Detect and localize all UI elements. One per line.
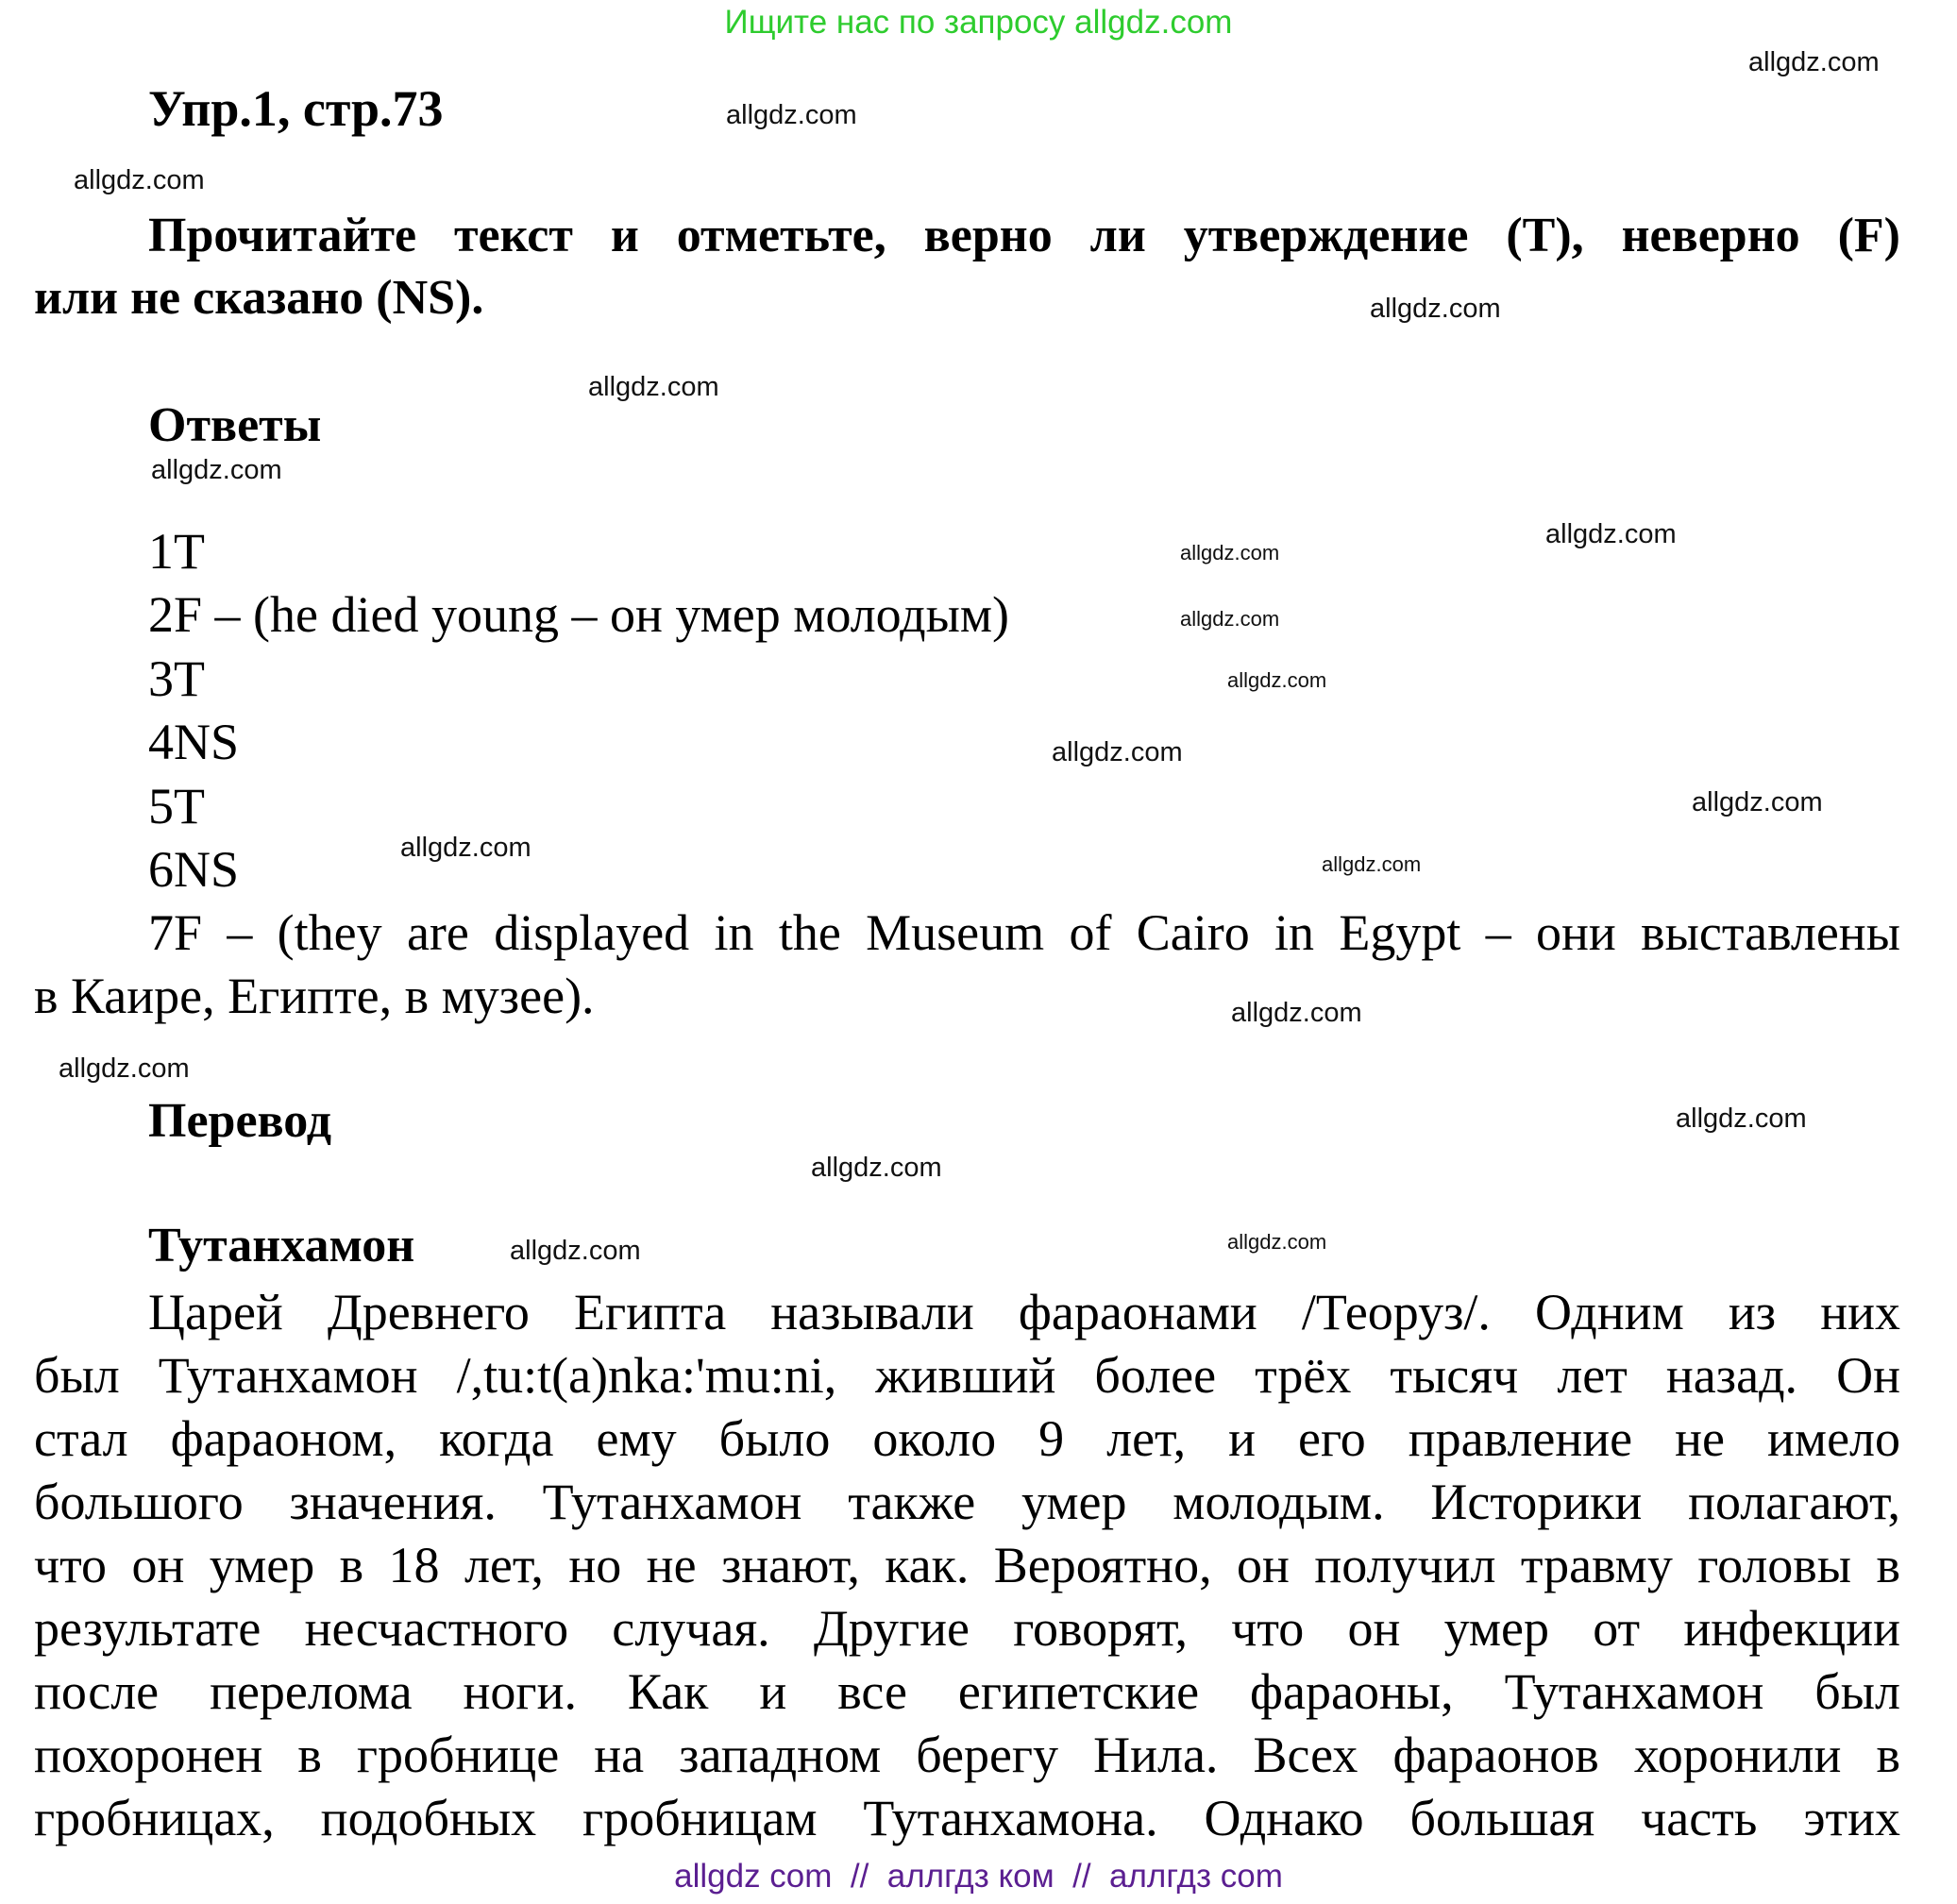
- footer-links[interactable]: allgdz com // аллгдз ком // аллгдз com: [674, 1858, 1283, 1895]
- paragraph-line: был Тутанхамон /,tu:t(a)nka:'mu:ni, живший более трёх тысяч лет назад. Он: [34, 1347, 1900, 1404]
- paragraph-line: большого значения. Тутанхамон также умер молодым. Историки полагают,: [34, 1474, 1900, 1530]
- paragraph-line: гробницах, подобных гробницам Тутанхамона. Однако большая часть этих: [34, 1790, 1900, 1846]
- answer-item: 1T: [148, 523, 205, 580]
- watermark: allgdz.com: [1370, 294, 1501, 324]
- answer-item: 7F – (they are displayed in the Museum of Cairo in Egypt – они выставлены: [148, 904, 1900, 961]
- watermark: allgdz.com: [1231, 998, 1362, 1028]
- watermark: allgdz.com: [1748, 47, 1880, 77]
- watermark: allgdz.com: [400, 833, 531, 863]
- paragraph-line: после перелома ноги. Как и все египетские фараоны, Тутанхамон был: [34, 1663, 1900, 1720]
- watermark: allgdz.com: [1545, 519, 1677, 549]
- watermark: allgdz.com: [726, 100, 857, 130]
- watermark: allgdz.com: [811, 1153, 942, 1183]
- search-banner[interactable]: Ищите нас по запросу allgdz.com: [724, 4, 1233, 41]
- watermark: allgdz.com: [510, 1236, 641, 1266]
- watermark: allgdz.com: [1322, 852, 1422, 876]
- watermark: allgdz.com: [1180, 541, 1280, 564]
- watermark: allgdz.com: [74, 165, 205, 195]
- watermark: allgdz.com: [1676, 1104, 1807, 1134]
- answer-item: в Каире, Египте, в музее).: [34, 968, 595, 1024]
- answers-heading: Ответы: [148, 398, 322, 452]
- instruction-line: или не сказано (NS).: [34, 271, 484, 325]
- paragraph-line: похоронен в гробнице на западном берегу Нила. Всех фараонов хоронили в: [34, 1727, 1900, 1783]
- watermark: allgdz.com: [1180, 607, 1280, 631]
- answer-item: 5T: [148, 778, 205, 834]
- translation-heading: Перевод: [148, 1094, 332, 1148]
- watermark: allgdz.com: [1227, 668, 1327, 692]
- instruction-line: Прочитайте текст и отметьте, верно ли утверждение (T), неверно (F): [148, 209, 1900, 262]
- watermark: allgdz.com: [588, 372, 719, 402]
- watermark: allgdz.com: [1227, 1230, 1327, 1254]
- exercise-title: Упр.1, стр.73: [148, 80, 444, 137]
- watermark: allgdz.com: [1692, 787, 1823, 817]
- paragraph-line: результате несчастного случая. Другие говорят, что он умер от инфекции: [34, 1600, 1900, 1657]
- answer-item: 4NS: [148, 714, 240, 770]
- watermark: allgdz.com: [151, 455, 282, 485]
- paragraph-line: стал фараоном, когда ему было около 9 лет, и его правление не имело: [34, 1410, 1900, 1467]
- watermark: allgdz.com: [1052, 737, 1183, 767]
- paragraph-line: Царей Древнего Египта называли фараонами /Теоруз/. Одним из них: [148, 1284, 1900, 1340]
- text-title: Тутанхамон: [148, 1219, 415, 1272]
- answer-item: 2F – (he died young – он умер молодым): [148, 586, 1010, 643]
- watermark: allgdz.com: [59, 1053, 190, 1084]
- paragraph-line: что он умер в 18 лет, но не знают, как. Вероятно, он получил травму головы в: [34, 1537, 1900, 1593]
- answer-item: 3T: [148, 650, 205, 707]
- answer-item: 6NS: [148, 841, 240, 898]
